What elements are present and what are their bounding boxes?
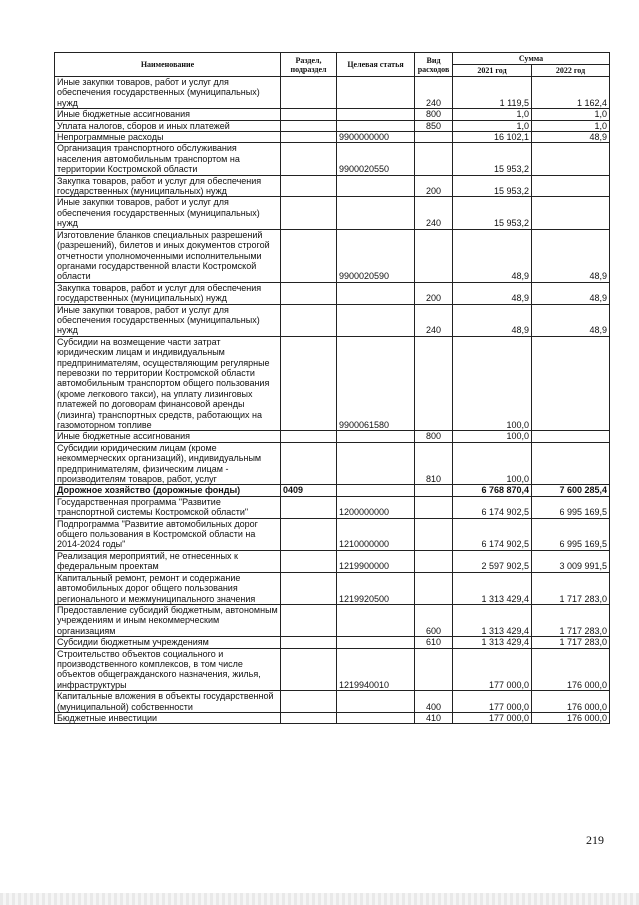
cell-article: 9900000000 — [337, 132, 415, 143]
cell-section — [281, 109, 337, 120]
cell-type: 240 — [415, 77, 453, 109]
cell-sum-2022: 1 717 283,0 — [532, 572, 610, 604]
cell-sum-2021: 6 768 870,4 — [453, 485, 532, 496]
cell-name: Иные закупки товаров, работ и услуг для обеспечения государственных (муниципальных) нужд — [55, 77, 281, 109]
cell-sum-2021: 1 119,5 — [453, 77, 532, 109]
cell-name: Непрограммные расходы — [55, 132, 281, 143]
cell-name: Государственная программа "Развитие транспортной системы Костромской области" — [55, 496, 281, 518]
cell-name: Бюджетные инвестиции — [55, 712, 281, 723]
cell-type: 240 — [415, 197, 453, 229]
cell-type: 400 — [415, 691, 453, 713]
cell-sum-2021: 48,9 — [453, 229, 532, 282]
cell-sum-2022: 48,9 — [532, 132, 610, 143]
cell-type: 410 — [415, 712, 453, 723]
cell-type: 200 — [415, 282, 453, 304]
cell-name: Строительство объектов социального и производственного комплексов, в том числе объектов общегражданского назначения, жилья, инфраструктуры — [55, 648, 281, 691]
cell-article: 1219940010 — [337, 648, 415, 691]
cell-name: Подпрограмма "Развитие автомобильных дорог общего пользования в Костромской области на 2014-2024 годы" — [55, 518, 281, 550]
cell-article — [337, 431, 415, 442]
cell-article — [337, 691, 415, 713]
cell-sum-2022: 7 600 285,4 — [532, 485, 610, 496]
cell-article: 9900020590 — [337, 229, 415, 282]
table-row — [55, 304, 610, 336]
cell-article: 1210000000 — [337, 518, 415, 550]
cell-article — [337, 120, 415, 131]
cell-article: 1200000000 — [337, 496, 415, 518]
cell-article — [337, 282, 415, 304]
table-row — [55, 637, 610, 648]
cell-article — [337, 109, 415, 120]
cell-article — [337, 304, 415, 336]
table-row — [55, 431, 610, 442]
header-name: Наименование — [55, 53, 281, 77]
cell-sum-2021: 1 313 429,4 — [453, 637, 532, 648]
cell-type: 810 — [415, 442, 453, 485]
cell-section — [281, 637, 337, 648]
header-section: Раздел, подраздел — [281, 53, 337, 77]
cell-sum-2022 — [532, 175, 610, 197]
cell-sum-2021: 15 953,2 — [453, 143, 532, 175]
cell-section — [281, 496, 337, 518]
cell-name: Организация транспортного обслуживания населения автомобильным транспортом на территории Костромской области — [55, 143, 281, 175]
cell-section — [281, 572, 337, 604]
cell-sum-2021: 177 000,0 — [453, 648, 532, 691]
cell-sum-2022 — [532, 431, 610, 442]
cell-type — [415, 518, 453, 550]
cell-name: Предоставление субсидий бюджетным, автономным учреждениям и иным некоммерческим организациям — [55, 604, 281, 636]
cell-section — [281, 143, 337, 175]
table-row — [55, 691, 610, 713]
cell-name: Субсидии юридическим лицам (кроме некоммерческих организаций), индивидуальным предпринимателям, физическим лицам - производителям товаров, работ, услуг — [55, 442, 281, 485]
table-row — [55, 336, 610, 431]
cell-type — [415, 229, 453, 282]
table-row — [55, 648, 610, 691]
header-year-2021: 2021 год — [453, 65, 532, 77]
cell-section — [281, 304, 337, 336]
table-row — [55, 485, 610, 496]
cell-article — [337, 637, 415, 648]
cell-type — [415, 496, 453, 518]
table-row — [55, 496, 610, 518]
cell-type: 240 — [415, 304, 453, 336]
cell-sum-2022: 48,9 — [532, 282, 610, 304]
cell-article — [337, 485, 415, 496]
cell-sum-2021: 2 597 902,5 — [453, 550, 532, 572]
budget-table — [54, 52, 610, 724]
cell-sum-2022: 176 000,0 — [532, 648, 610, 691]
table-row — [55, 197, 610, 229]
cell-name: Закупка товаров, работ и услуг для обеспечения государственных (муниципальных) нужд — [55, 175, 281, 197]
cell-sum-2021: 6 174 902,5 — [453, 496, 532, 518]
cell-article — [337, 442, 415, 485]
cell-sum-2021: 100,0 — [453, 336, 532, 431]
table-row — [55, 712, 610, 723]
cell-sum-2021: 16 102,1 — [453, 132, 532, 143]
cell-sum-2022 — [532, 143, 610, 175]
cell-section — [281, 518, 337, 550]
cell-type — [415, 648, 453, 691]
cell-sum-2021: 100,0 — [453, 442, 532, 485]
cell-section — [281, 648, 337, 691]
cell-type — [415, 143, 453, 175]
cell-article: 9900061580 — [337, 336, 415, 431]
cell-type: 600 — [415, 604, 453, 636]
cell-sum-2022 — [532, 442, 610, 485]
table-row — [55, 120, 610, 131]
cell-article: 9900020550 — [337, 143, 415, 175]
table-row — [55, 282, 610, 304]
cell-name: Закупка товаров, работ и услуг для обеспечения государственных (муниципальных) нужд — [55, 282, 281, 304]
cell-sum-2021: 177 000,0 — [453, 712, 532, 723]
cell-section — [281, 604, 337, 636]
cell-sum-2022: 3 009 991,5 — [532, 550, 610, 572]
cell-name: Реализация мероприятий, не отнесенных к федеральным проектам — [55, 550, 281, 572]
cell-sum-2022 — [532, 336, 610, 431]
cell-sum-2022: 48,9 — [532, 304, 610, 336]
cell-section — [281, 77, 337, 109]
cell-sum-2021: 1,0 — [453, 120, 532, 131]
table-row — [55, 442, 610, 485]
table-row — [55, 604, 610, 636]
header-article: Целевая статья — [337, 53, 415, 77]
cell-sum-2021: 6 174 902,5 — [453, 518, 532, 550]
cell-type — [415, 336, 453, 431]
cell-sum-2022: 1,0 — [532, 120, 610, 131]
cell-sum-2022: 176 000,0 — [532, 691, 610, 713]
cell-article — [337, 604, 415, 636]
cell-name: Иные закупки товаров, работ и услуг для обеспечения государственных (муниципальных) нужд — [55, 197, 281, 229]
cell-article — [337, 77, 415, 109]
cell-sum-2022: 6 995 169,5 — [532, 496, 610, 518]
cell-sum-2022: 6 995 169,5 — [532, 518, 610, 550]
cell-article: 1219900000 — [337, 550, 415, 572]
cell-sum-2022: 1,0 — [532, 109, 610, 120]
cell-sum-2021: 1,0 — [453, 109, 532, 120]
cell-article: 1219920500 — [337, 572, 415, 604]
table-row — [55, 143, 610, 175]
cell-sum-2021: 15 953,2 — [453, 197, 532, 229]
cell-type: 610 — [415, 637, 453, 648]
cell-sum-2021: 177 000,0 — [453, 691, 532, 713]
cell-section — [281, 691, 337, 713]
table-row — [55, 572, 610, 604]
table-row — [55, 132, 610, 143]
cell-section — [281, 550, 337, 572]
table-row — [55, 550, 610, 572]
cell-section — [281, 336, 337, 431]
cell-type: 200 — [415, 175, 453, 197]
cell-section — [281, 229, 337, 282]
cell-sum-2022: 176 000,0 — [532, 712, 610, 723]
cell-type — [415, 550, 453, 572]
cell-name: Капитальный ремонт, ремонт и содержание автомобильных дорог общего пользования регионального и межмуниципального значения — [55, 572, 281, 604]
cell-article — [337, 712, 415, 723]
cell-sum-2021: 48,9 — [453, 304, 532, 336]
page-number: 219 — [586, 833, 604, 847]
cell-name: Дорожное хозяйство (дорожные фонды) — [55, 485, 281, 496]
table-row — [55, 175, 610, 197]
cell-section: 0409 — [281, 485, 337, 496]
cell-article — [337, 197, 415, 229]
cell-type: 800 — [415, 431, 453, 442]
scan-edge-strip — [0, 893, 639, 905]
cell-sum-2022: 48,9 — [532, 229, 610, 282]
cell-type — [415, 485, 453, 496]
cell-section — [281, 197, 337, 229]
cell-name: Иные закупки товаров, работ и услуг для обеспечения государственных (муниципальных) нужд — [55, 304, 281, 336]
table-header — [55, 53, 610, 77]
header-year-2022: 2022 год — [532, 65, 610, 77]
cell-name: Уплата налогов, сборов и иных платежей — [55, 120, 281, 131]
cell-name: Изготовление бланков специальных разрешений (разрешений), билетов и иных документов строгой отчетности уполномоченными исполнительными органами государственной власти Костромской области — [55, 229, 281, 282]
cell-section — [281, 132, 337, 143]
cell-name: Субсидии на возмещение части затрат юридическим лицам и индивидуальным предпринимателям, осуществляющим регулярные перевозки по территории Костромской области автомобильным транспортом общего пользования (кроме легкового такси), на уплату лизинговых платежей по договорам финансовой аренды (лизинга) транспортных средств, работающих на газомоторном топливе — [55, 336, 281, 431]
cell-sum-2021: 100,0 — [453, 431, 532, 442]
cell-section — [281, 442, 337, 485]
cell-section — [281, 431, 337, 442]
cell-sum-2022 — [532, 197, 610, 229]
cell-section — [281, 120, 337, 131]
cell-sum-2021: 15 953,2 — [453, 175, 532, 197]
cell-article — [337, 175, 415, 197]
cell-section — [281, 282, 337, 304]
cell-type — [415, 572, 453, 604]
cell-section — [281, 175, 337, 197]
cell-sum-2022: 1 717 283,0 — [532, 637, 610, 648]
table-row — [55, 109, 610, 120]
table-row — [55, 518, 610, 550]
cell-sum-2021: 48,9 — [453, 282, 532, 304]
header-sum: Сумма — [453, 53, 610, 65]
cell-name: Капитальные вложения в объекты государственной (муниципальной) собственности — [55, 691, 281, 713]
cell-type: 850 — [415, 120, 453, 131]
cell-sum-2021: 1 313 429,4 — [453, 572, 532, 604]
cell-name: Иные бюджетные ассигнования — [55, 431, 281, 442]
cell-name: Иные бюджетные ассигнования — [55, 109, 281, 120]
cell-sum-2022: 1 162,4 — [532, 77, 610, 109]
cell-name: Субсидии бюджетным учреждениям — [55, 637, 281, 648]
header-type: Вид расходов — [415, 53, 453, 77]
cell-section — [281, 712, 337, 723]
cell-type: 800 — [415, 109, 453, 120]
table-row — [55, 77, 610, 109]
cell-type — [415, 132, 453, 143]
table-body — [55, 77, 610, 724]
cell-sum-2021: 1 313 429,4 — [453, 604, 532, 636]
cell-sum-2022: 1 717 283,0 — [532, 604, 610, 636]
table-row — [55, 229, 610, 282]
